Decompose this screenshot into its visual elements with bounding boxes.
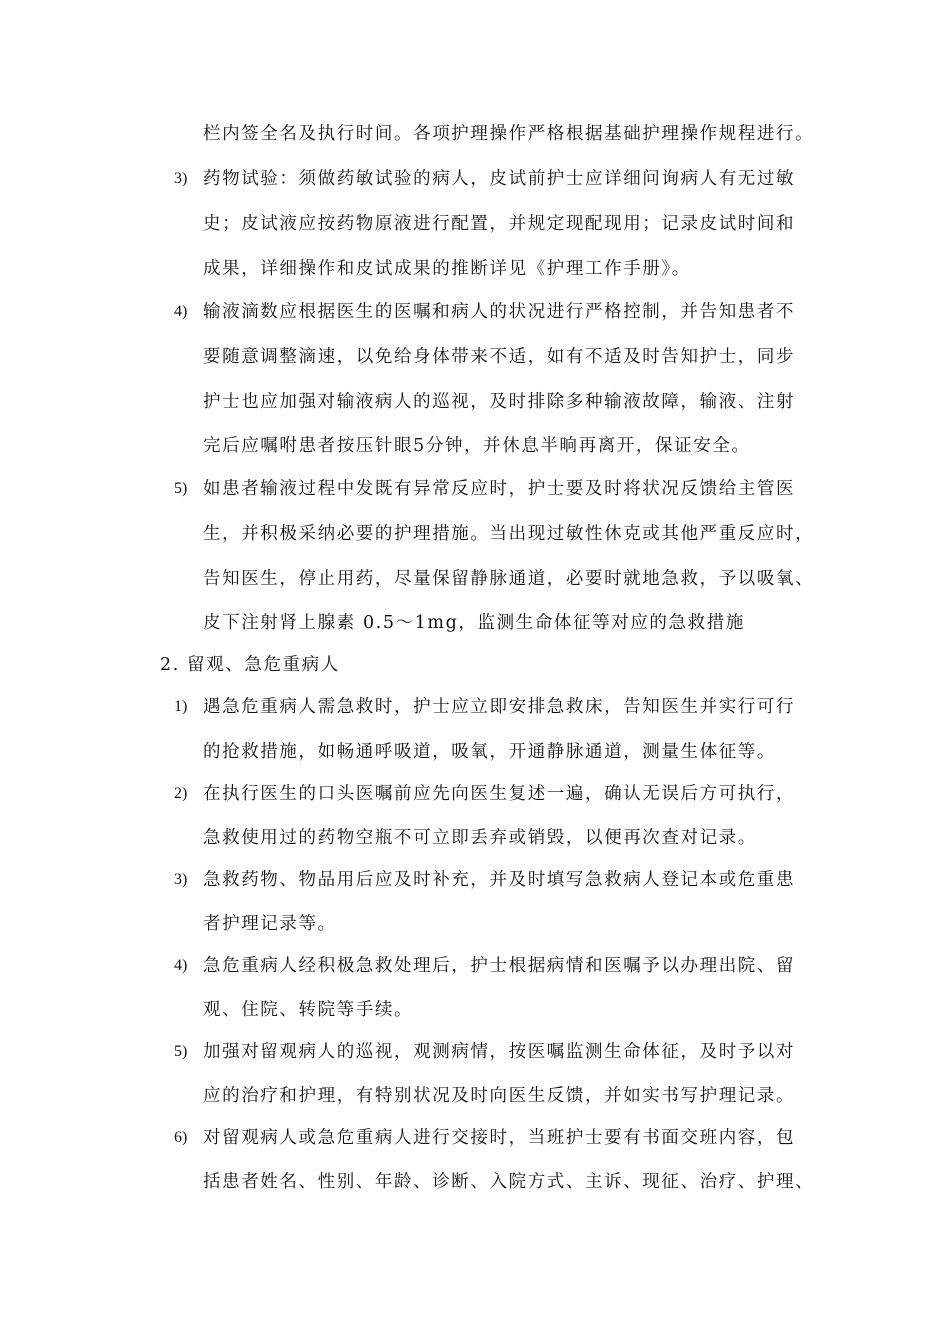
text-line: 应的治疗和护理，有特别状况及时向医生反馈，并如实书写护理记录。 — [203, 1086, 796, 1106]
text-line: 加强对留观病人的巡视，观测病情，按医嘱监测生命体征，及时予以对 — [203, 1042, 796, 1062]
item-number: 4) — [174, 957, 188, 974]
text-line: 观、住院、转院等手续。 — [203, 1000, 414, 1020]
text-line: 栏内签全名及执行时间。各项护理操作严格根据基础护理操作规程进行。 — [203, 124, 815, 144]
item-number: 1) — [174, 698, 188, 715]
text-line: 如患者输液过程中发既有异常反应时，护士要及时将状况反馈给主管医 — [203, 479, 796, 499]
item-number: 6) — [174, 1129, 188, 1146]
item-number: 3) — [174, 170, 188, 187]
text-line: 输液滴数应根据医生的医嘱和病人的状况进行严格控制，并告知患者不 — [203, 302, 796, 322]
text-line: 急危重病人经积极急救处理后，护士根据病情和医嘱予以办理出院、留 — [203, 956, 796, 976]
item-number: 2) — [174, 785, 188, 802]
text-line: 在执行医生的口头医嘱前应先向医生复述一遍，确认无误后方可执行， — [203, 784, 796, 804]
text-line: 护士也应加强对输液病人的巡视，及时排除多种输液故障，输液、注射 — [203, 392, 796, 412]
item-number: 5) — [174, 1043, 188, 1060]
text-line: 者护理记录等。 — [203, 914, 337, 934]
text-line: 史；皮试液应按药物原液进行配置，并规定现配现用；记录皮试时间和 — [203, 214, 796, 234]
text-line: 生，并积极采纳必要的护理措施。当出现过敏性休克或其他严重反应时， — [203, 524, 815, 544]
text-line: 急救药物、物品用后应及时补充，并及时填写急救病人登记本或危重患 — [203, 870, 796, 890]
text-line: 告知医生，停止用药，尽量保留静脉通道，必要时就地急救，予以吸氧、 — [203, 569, 815, 589]
text-line: 完后应嘱咐患者按压针眼5分钟，并休息半晌再离开，保证安全。 — [203, 436, 751, 456]
text-line: 成果，详细操作和皮试成果的推断详见《护理工作手册》。 — [203, 259, 691, 279]
text-line: 要随意调整滴速，以免给身体带来不适，如有不适及时告知护士，同步 — [203, 347, 796, 367]
item-number: 4) — [174, 303, 188, 320]
text-line: 遇急危重病人需急救时，护士应立即安排急救床，告知医生并实行可行 — [203, 697, 796, 717]
section-heading: 2. 留观、急危重病人 — [160, 655, 340, 675]
text-line: 的抢救措施，如畅通呼吸道，吸氧，开通静脉通道，测量生体征等。 — [203, 742, 776, 762]
text-line: 急救使用过的药物空瓶不可立即丢弃或销毁，以便再次查对记录。 — [203, 828, 757, 848]
text-line: 括患者姓名、性别、年龄、诊断、入院方式、主诉、现征、治疗、护理、 — [203, 1172, 815, 1192]
text-line: 药物试验：须做药敏试验的病人，皮试前护士应详细问询病人有无过敏 — [203, 169, 796, 189]
text-line: 皮下注射肾上腺素 0.5～1mg，监测生命体征等对应的急救措施 — [203, 613, 745, 633]
text-line: 对留观病人或急危重病人进行交接时，当班护士要有书面交班内容，包 — [203, 1128, 796, 1148]
item-number: 3) — [174, 871, 188, 888]
item-number: 5) — [174, 480, 188, 497]
